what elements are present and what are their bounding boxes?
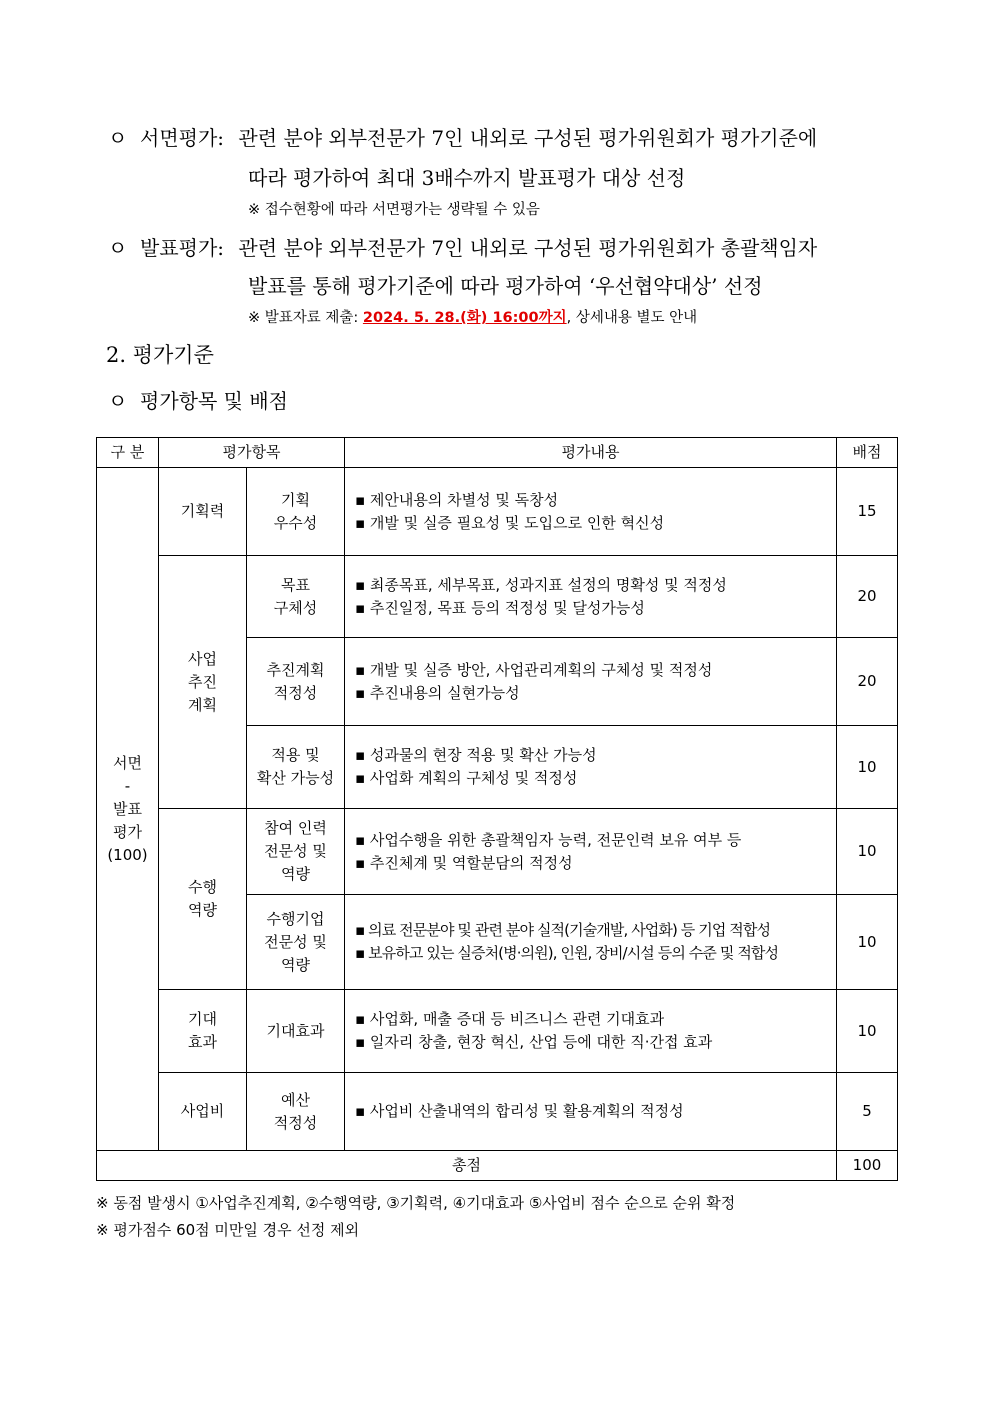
sub-item: 기대효과 — [247, 990, 345, 1073]
presentation-eval-text2: 발표를 통해 평가기준에 따라 평가하여 ‘우선협약대상’ 선정 — [248, 274, 763, 298]
group-business-plan: 사업 추진 계획 — [159, 556, 247, 809]
content-cell: ▪ 성과물의 현장 적용 및 확산 가능성 ▪ 사업화 계획의 구체성 및 적정성 — [345, 726, 837, 809]
bullet-marker: ㅇ — [108, 389, 128, 413]
content-cell: ▪ 최종목표, 세부목표, 성과지표 설정의 명확성 및 적정성 ▪ 추진일정, 목표 등의 적정성 및 달성가능성 — [345, 556, 837, 638]
score-cell: 10 — [837, 990, 898, 1073]
section-heading: 2. 평가기준 — [106, 343, 214, 367]
sub-item: 적용 및 확산 가능성 — [247, 726, 345, 809]
total-label: 총점 — [97, 1151, 837, 1181]
score-cell: 20 — [837, 638, 898, 726]
score-cell: 10 — [837, 726, 898, 809]
content-cell: ▪ 개발 및 실증 방안, 사업관리계획의 구체성 및 적정성 ▪ 추진내용의 실현가능성 — [345, 638, 837, 726]
sub-heading-text: 평가항목 및 배점 — [140, 389, 288, 413]
score-cell: 5 — [837, 1073, 898, 1151]
group-budget: 사업비 — [159, 1073, 247, 1151]
table-row — [97, 809, 898, 895]
presentation-eval-text1: 관련 분야 외부전문가 7인 내외로 구성된 평가위원회가 총괄책임자 — [238, 236, 818, 260]
group-effect: 기대 효과 — [159, 990, 247, 1073]
header-score: 배점 — [837, 438, 898, 468]
header-content: 평가내용 — [345, 438, 837, 468]
table-row — [97, 556, 898, 638]
deadline-highlight: 2024. 5. 28.(화) 16:00까지 — [362, 310, 567, 326]
header-division: 구 분 — [97, 438, 159, 468]
note-prefix: ※ 발표자료 제출: — [248, 310, 363, 326]
table-row — [97, 990, 898, 1073]
group-planning: 기획력 — [159, 468, 247, 556]
sub-item: 참여 인력 전문성 및 역량 — [247, 809, 345, 895]
content-cell: ▪ 제안내용의 차별성 및 독창성 ▪ 개발 및 실증 필요성 및 도입으로 인한 혁신성 — [345, 468, 837, 556]
bullet-marker: ㅇ — [108, 126, 128, 150]
group-capability: 수행 역량 — [159, 809, 247, 990]
sub-item: 추진계획 적정성 — [247, 638, 345, 726]
bullet-marker: ㅇ — [108, 236, 128, 260]
content-cell: ▪ 의료 전문분야 및 관련 분야 실적(기술개발, 사업화) 등 기업 적합성 ▪ 보유하고 있는 실증처(병·의원), 인원, 장비/시설 등의 수준 및 적합성 — [345, 895, 837, 990]
table-header-row — [97, 438, 898, 468]
written-eval-text1: 관련 분야 외부전문가 7인 내외로 구성된 평가위원회가 평가기준에 — [238, 126, 818, 150]
table-row — [97, 468, 898, 556]
sub-heading — [108, 391, 288, 411]
content-cell: ▪ 사업비 산출내역의 합리성 및 활용계획의 적정성 — [345, 1073, 837, 1151]
sub-item: 예산 적정성 — [247, 1073, 345, 1151]
note-suffix: , 상세내용 별도 안내 — [566, 310, 698, 326]
sub-item: 목표 구체성 — [247, 556, 345, 638]
written-eval-line1 — [108, 128, 817, 148]
total-score: 100 — [837, 1151, 898, 1181]
score-cell: 10 — [837, 895, 898, 990]
header-item: 평가항목 — [159, 438, 345, 468]
footnote-tiebreak: ※ 동점 발생시 ①사업추진계획, ②수행역량, ③기획력, ④기대효과 ⑤사업비 점수 순으로 순위 확정 — [96, 1194, 736, 1212]
footnote-minimum: ※ 평가점수 60점 미만일 경우 선정 제외 — [96, 1221, 360, 1239]
sub-item: 수행기업 전문성 및 역량 — [247, 895, 345, 990]
content-cell: ▪ 사업수행을 위한 총괄책임자 능력, 전문인력 보유 여부 등 ▪ 추진체계 및 역할분담의 적정성 — [345, 809, 837, 895]
score-cell: 20 — [837, 556, 898, 638]
division-cell: 서면 - 발표 평가 (100) — [97, 468, 159, 1151]
table-row — [97, 1073, 898, 1151]
content-cell: ▪ 사업화, 매출 증대 등 비즈니스 관련 기대효과 ▪ 일자리 창출, 현장 혁신, 산업 등에 대한 직·간접 효과 — [345, 990, 837, 1073]
score-cell: 10 — [837, 809, 898, 895]
evaluation-table — [96, 437, 898, 1181]
written-eval-label: 서면평가: — [140, 126, 225, 150]
written-eval-text2: 따라 평가하여 최대 3배수까지 발표평가 대상 선정 — [248, 166, 686, 190]
written-eval-note: ※ 접수현황에 따라 서면평가는 생략될 수 있음 — [248, 202, 540, 218]
presentation-eval-note — [248, 310, 697, 326]
presentation-eval-line1 — [108, 238, 817, 258]
total-row — [97, 1151, 898, 1181]
score-cell: 15 — [837, 468, 898, 556]
presentation-eval-label: 발표평가: — [140, 236, 225, 260]
sub-item: 기획 우수성 — [247, 468, 345, 556]
